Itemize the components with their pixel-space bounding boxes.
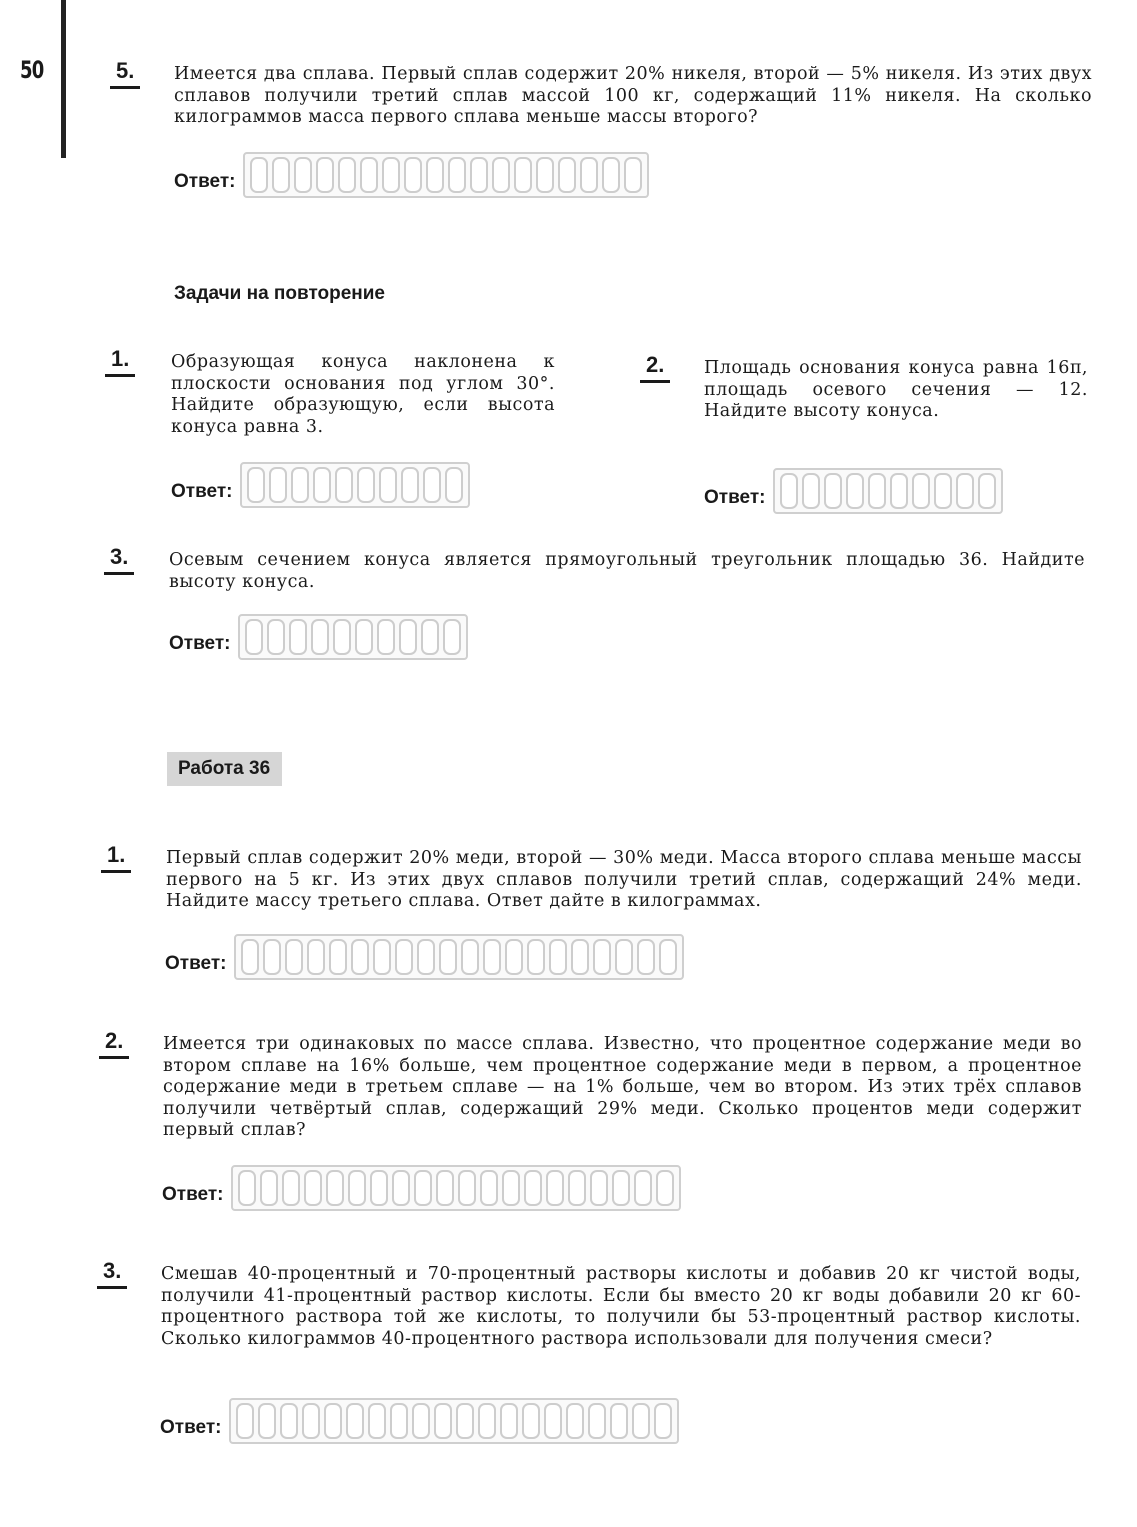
answer-cell[interactable] [399, 619, 417, 655]
answer-cell[interactable] [568, 1170, 586, 1206]
answer-cell[interactable] [412, 1403, 430, 1439]
answer-cell[interactable] [480, 1170, 498, 1206]
answer-box-review-1[interactable] [171, 462, 470, 502]
answer-cell[interactable] [346, 1403, 364, 1439]
answer-cell[interactable] [846, 473, 864, 509]
answer-cell[interactable] [404, 157, 422, 193]
answer-cell[interactable] [978, 473, 996, 509]
answer-cell[interactable] [392, 1170, 410, 1206]
answer-cell[interactable] [443, 619, 461, 655]
task-text: Имеется два сплава. Первый сплав содержит 20% никеля, второй — 5% никеля. Из этих двух сплавов получили третий сплав массой 100 кг, содержащий 11% никеля. На сколько килограммов масса первого сплава меньше массы второго? [174, 64, 1092, 127]
answer-cell[interactable] [456, 1403, 474, 1439]
answer-cell[interactable] [461, 939, 479, 975]
answer-cell[interactable] [546, 1170, 564, 1206]
task-text: Смешав 40-процентный и 70-процентный растворы кислоты и добавив 20 кг чистой воды, получили 41-процентный раствор кислоты. Если бы вместо 20 кг воды добавили 20 кг 60-процентного раствора той же кислоты, то получили бы 53-процентный раствор кислоты. Сколько килограммов 40-процентного раствора использовали для получения смеси? [161, 1264, 1081, 1349]
answer-cell[interactable] [368, 1403, 386, 1439]
task-text: Осевым сечением конуса является прямоугольный треугольник площадью 36. Найдите высоту конуса. [169, 550, 1085, 592]
answer-cell[interactable] [294, 157, 312, 193]
answer-cell[interactable] [868, 473, 886, 509]
answer-cell[interactable] [448, 157, 466, 193]
answer-cell[interactable] [492, 157, 510, 193]
answer-cell[interactable] [236, 1403, 254, 1439]
answer-cell[interactable] [414, 1170, 432, 1206]
answer-box-review-3[interactable] [169, 614, 468, 654]
answer-cell[interactable] [802, 473, 820, 509]
task-number: 5. [110, 58, 140, 89]
task-text: Имеется три одинаковых по массе сплава. Известно, что процентное содержание меди во втором сплаве на 16% больше, чем процентное содержание меди в первом, а процентное содержание меди в третьем сплаве — на 1% больше, чем во втором. Из этих трёх сплавов получили четвёртый сплав, содержащий 29% меди. Сколько процентов меди содержит первый сплав? [163, 1034, 1082, 1140]
task-number: 3. [97, 1258, 127, 1289]
answer-cell[interactable] [593, 939, 611, 975]
answer-cell[interactable] [615, 939, 633, 975]
answer-cell[interactable] [590, 1170, 608, 1206]
answer-cell[interactable] [434, 1403, 452, 1439]
answer-cell[interactable] [956, 473, 974, 509]
answer-cell[interactable] [316, 157, 334, 193]
answer-cell[interactable] [351, 939, 369, 975]
answer-cell[interactable] [602, 157, 620, 193]
task-text: Первый сплав содержит 20% меди, второй — 30% меди. Масса второго сплава меньше массы первого на 5 кг. Из этих двух сплавов получили третий сплав, содержащий 24% меди. Найдите массу третьего сплава. Ответ дайте в килограммах. [166, 848, 1082, 911]
answer-label: Ответ: [169, 633, 231, 654]
answer-cell[interactable] [890, 473, 908, 509]
answer-cell[interactable] [370, 1170, 388, 1206]
answer-label: Ответ: [165, 953, 227, 974]
answer-label: Ответ: [704, 487, 766, 508]
answer-cell[interactable] [634, 1170, 652, 1206]
answer-cell[interactable] [934, 473, 952, 509]
answer-cell[interactable] [502, 1170, 520, 1206]
answer-cell[interactable] [654, 1403, 672, 1439]
answer-cell[interactable] [612, 1170, 630, 1206]
answer-cell[interactable] [395, 939, 413, 975]
answer-cells[interactable] [238, 614, 468, 660]
answer-cell[interactable] [260, 1170, 278, 1206]
answer-cell[interactable] [326, 1170, 344, 1206]
answer-cell[interactable] [269, 467, 287, 503]
task-number: 1. [101, 842, 131, 873]
answer-cell[interactable] [238, 1170, 256, 1206]
answer-box-task-5[interactable] [174, 152, 649, 192]
work-36-label: Работа 36 [167, 752, 282, 786]
answer-box-work36-2[interactable] [162, 1165, 681, 1205]
answer-cell[interactable] [355, 619, 373, 655]
answer-label: Ответ: [162, 1184, 224, 1205]
answer-cells[interactable] [234, 934, 684, 980]
answer-cell[interactable] [514, 157, 532, 193]
answer-cell[interactable] [780, 473, 798, 509]
section-title-review: Задачи на повторение [174, 283, 386, 304]
answer-cell[interactable] [500, 1403, 518, 1439]
answer-cell[interactable] [357, 467, 375, 503]
answer-cell[interactable] [912, 473, 930, 509]
answer-cell[interactable] [436, 1170, 454, 1206]
answer-cell[interactable] [289, 619, 307, 655]
task-number: 1. [105, 346, 135, 377]
answer-cell[interactable] [458, 1170, 476, 1206]
answer-cell[interactable] [263, 939, 281, 975]
answer-cell[interactable] [632, 1403, 650, 1439]
answer-cells[interactable] [229, 1398, 679, 1444]
answer-label: Ответ: [160, 1417, 222, 1438]
answer-cell[interactable] [282, 1170, 300, 1206]
answer-cells[interactable] [231, 1165, 681, 1211]
page-number: 50 [20, 56, 44, 84]
answer-cell[interactable] [522, 1403, 540, 1439]
answer-cell[interactable] [360, 157, 378, 193]
answer-cell[interactable] [267, 619, 285, 655]
answer-cell[interactable] [329, 939, 347, 975]
answer-cell[interactable] [544, 1403, 562, 1439]
answer-cell[interactable] [439, 939, 457, 975]
answer-cell[interactable] [536, 157, 554, 193]
answer-cell[interactable] [258, 1403, 276, 1439]
answer-cell[interactable] [241, 939, 259, 975]
answer-cell[interactable] [527, 939, 545, 975]
answer-cell[interactable] [307, 939, 325, 975]
answer-cell[interactable] [348, 1170, 366, 1206]
answer-cell[interactable] [272, 157, 290, 193]
answer-box-work36-1[interactable] [165, 934, 684, 974]
answer-box-review-2[interactable] [704, 468, 1003, 508]
answer-cell[interactable] [250, 157, 268, 193]
answer-label: Ответ: [174, 171, 236, 192]
answer-cells[interactable] [243, 152, 649, 198]
answer-box-work36-3[interactable] [160, 1398, 679, 1438]
answer-cell[interactable] [566, 1403, 584, 1439]
answer-label: Ответ: [171, 481, 233, 502]
answer-cell[interactable] [637, 939, 655, 975]
answer-cell[interactable] [558, 157, 576, 193]
answer-cell[interactable] [285, 939, 303, 975]
answer-cell[interactable] [373, 939, 391, 975]
task-number: 2. [99, 1028, 129, 1059]
answer-cell[interactable] [335, 467, 353, 503]
answer-cell[interactable] [377, 619, 395, 655]
answer-cell[interactable] [382, 157, 400, 193]
answer-cell[interactable] [421, 619, 439, 655]
task-text: Образующая конуса наклонена к плоскости основания под углом 30°. Найдите образующую, если высота конуса равна 3. [171, 352, 555, 437]
answer-cell[interactable] [324, 1403, 342, 1439]
answer-cell[interactable] [470, 157, 488, 193]
answer-cell[interactable] [659, 939, 677, 975]
answer-cell[interactable] [524, 1170, 542, 1206]
answer-cell[interactable] [245, 619, 263, 655]
task-number: 2. [640, 352, 670, 383]
answer-cell[interactable] [580, 157, 598, 193]
answer-cell[interactable] [280, 1403, 298, 1439]
answer-cell[interactable] [824, 473, 842, 509]
answer-cell[interactable] [401, 467, 419, 503]
answer-cell[interactable] [379, 467, 397, 503]
answer-cell[interactable] [417, 939, 435, 975]
answer-cell[interactable] [478, 1403, 496, 1439]
answer-cell[interactable] [338, 157, 356, 193]
answer-cell[interactable] [390, 1403, 408, 1439]
answer-cell[interactable] [610, 1403, 628, 1439]
answer-cell[interactable] [304, 1170, 322, 1206]
task-number: 3. [104, 544, 134, 575]
margin-bar [61, 0, 66, 158]
answer-cell[interactable] [571, 939, 589, 975]
answer-cell[interactable] [505, 939, 523, 975]
answer-cell[interactable] [247, 467, 265, 503]
answer-cell[interactable] [313, 467, 331, 503]
answer-cell[interactable] [302, 1403, 320, 1439]
answer-cells[interactable] [773, 468, 1003, 514]
answer-cell[interactable] [423, 467, 441, 503]
answer-cell[interactable] [656, 1170, 674, 1206]
answer-cell[interactable] [333, 619, 351, 655]
answer-cell[interactable] [426, 157, 444, 193]
answer-cell[interactable] [549, 939, 567, 975]
task-text: Площадь основания конуса равна 16π, площадь осевого сечения — 12. Найдите высоту конуса. [704, 358, 1088, 421]
answer-cells[interactable] [240, 462, 470, 508]
answer-cell[interactable] [483, 939, 501, 975]
answer-cell[interactable] [445, 467, 463, 503]
answer-cell[interactable] [588, 1403, 606, 1439]
answer-cell[interactable] [624, 157, 642, 193]
answer-cell[interactable] [311, 619, 329, 655]
answer-cell[interactable] [291, 467, 309, 503]
